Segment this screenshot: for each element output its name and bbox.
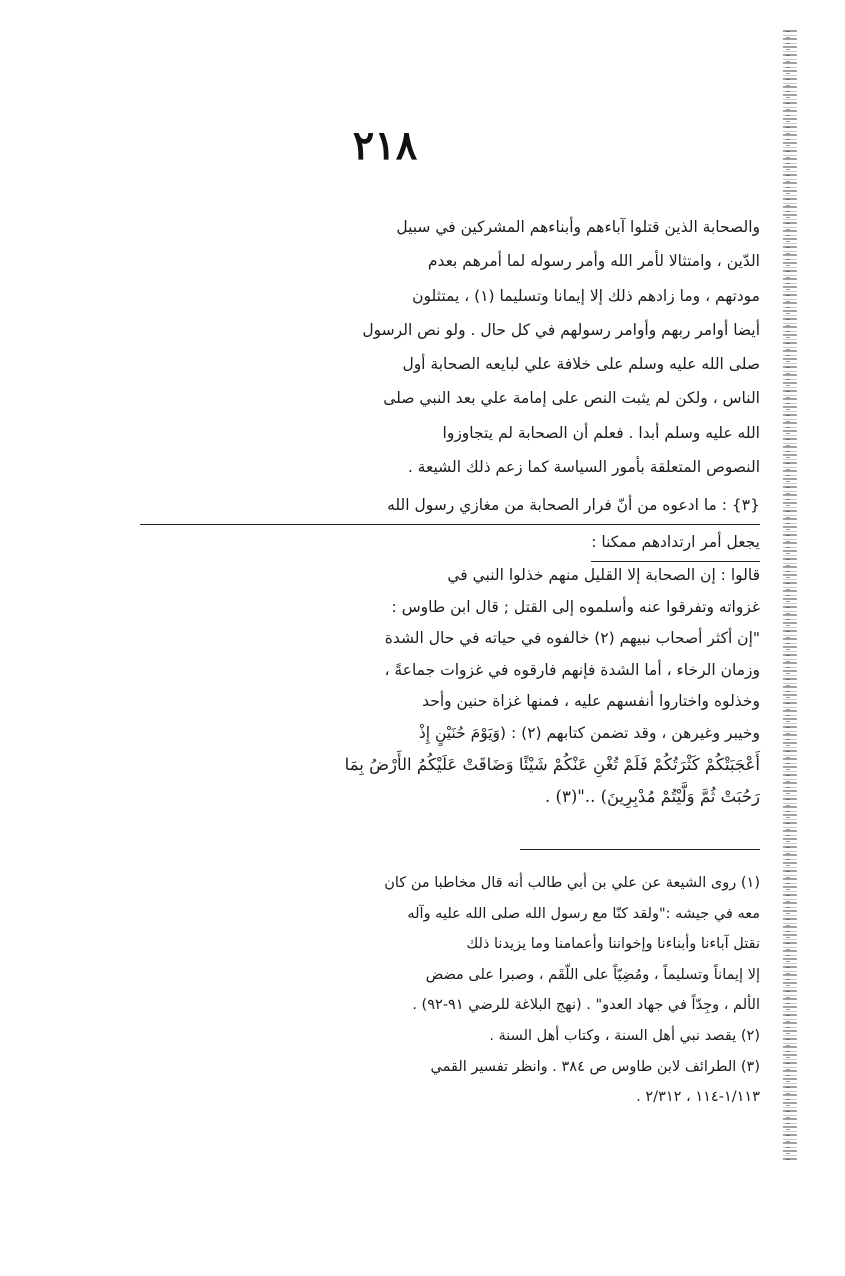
paragraph-line: الدّين ، وامتثالا لأمر الله وأمر رسوله لما أمرهم بعدم (427, 252, 760, 271)
footnotes (140, 868, 760, 1113)
paragraph-line: أيضا أوامر ربهم وأوامر رسولهم في كل حال . ولو نص الرسول (362, 320, 760, 339)
paragraph-line: والصحابة الذين قتلوا آباءهم وأبناءهم المشركين في سبيل (396, 218, 760, 236)
paragraph-line: وزمان الرخاء ، أما الشدة فإنهم فارقوه في غزوات جماعةً ، (384, 660, 760, 679)
section-heading-line: يجعل أمر ارتدادهم ممكنا : (591, 525, 760, 562)
paragraph-1 (140, 210, 760, 484)
paragraph-line: غزواته وتفرقوا عنه وأسلموه إلى القتل ; قال ابن طاوس : (391, 597, 760, 616)
paragraph-line: الناس ، ولكن لم يثبت النص على إمامة علي بعد النبي صلى (383, 389, 760, 408)
paragraph-line: وخذلوه واختاروا أنفسهم عليه ، فمنها غزاة حنين وأحد (422, 692, 760, 710)
paragraph-line: صلى الله عليه وسلم على خلافة علي لبايعه الصحابة أول (402, 355, 760, 374)
scan-binding-edge (783, 30, 797, 1160)
footnote-line: إلا إيماناً وتسليماً ، ومُضِيّاً على اللّقَم ، وصبرا على مضض (425, 966, 760, 983)
quran-verse-line: أَعْجَبَتْكُمْ كَثْرَتُكُمْ فَلَمْ تُغْنِ عَنْكُمْ شَيْئًا وَضَاقَتْ عَلَيْكُمُ الأَرْضُ بِمَا (344, 755, 760, 774)
paragraph-line: الله عليه وسلم أبدا . فعلم أن الصحابة لم يتجاوزوا (442, 423, 760, 442)
paragraph-line: قالوا : إن الصحابة إلا القليل منهم خذلوا النبي في (447, 566, 760, 584)
footnote-line: الألم ، وجِدّاً في جهاد العدو" . (نهج البلاغة للرضي ٩١-٩٢) . (412, 997, 760, 1014)
section-heading (140, 488, 760, 562)
footnote-line: (٣) الطرائف لابن طاوس ص ٣٨٤ . وانظر تفسير القمي (430, 1058, 760, 1075)
footnote-line: ١/١١٣-١١٤ ، ٢/٣١٢ . (636, 1089, 760, 1106)
footnote-separator (520, 849, 760, 850)
footnote-line: (٢) يقصد نبي أهل السنة ، وكتاب أهل السنة . (489, 1027, 760, 1044)
paragraph-2 (140, 560, 760, 812)
paragraph-line: مودتهم ، وما زادهم ذلك إلا إيمانا وتسليما (١) ، يمتثلون (412, 286, 760, 305)
footnote-line: نقتل آباءنا وأبناءنا وإخواننا وأعمامنا وما يزيدنا ذلك (466, 936, 760, 953)
paragraph-line: "إن أكثر أصحاب نبيهم (٢) خالفوه في حياته في حال الشدة (384, 629, 760, 647)
page-number: ٢١٨ (352, 122, 418, 169)
paragraph-line: وخيبر وغيرهن ، وقد تضمن كتابهم (٢) : (وَيَوْمَ حُنَيْنٍ إِذْ (418, 723, 760, 742)
section-heading-line: {٣} : ما ادعوه من أنّ فرار الصحابة من مغازي رسول الله (140, 488, 760, 525)
quran-verse-line: رَحُبَتْ ثُمَّ وَلَّيْتُمْ مُدْبِرِينَ) .."(٣) . (545, 786, 760, 806)
footnote-line: معه في جيشه :"ولقد كنّا مع رسول الله صلى الله عليه وآله (407, 905, 760, 922)
footnote-line: (١) روى الشيعة عن علي بن أبي طالب أنه قال مخاطبا من كان (384, 875, 760, 891)
paragraph-line: النصوص المتعلقة بأمور السياسة كما زعم ذلك الشيعة . (407, 458, 760, 477)
